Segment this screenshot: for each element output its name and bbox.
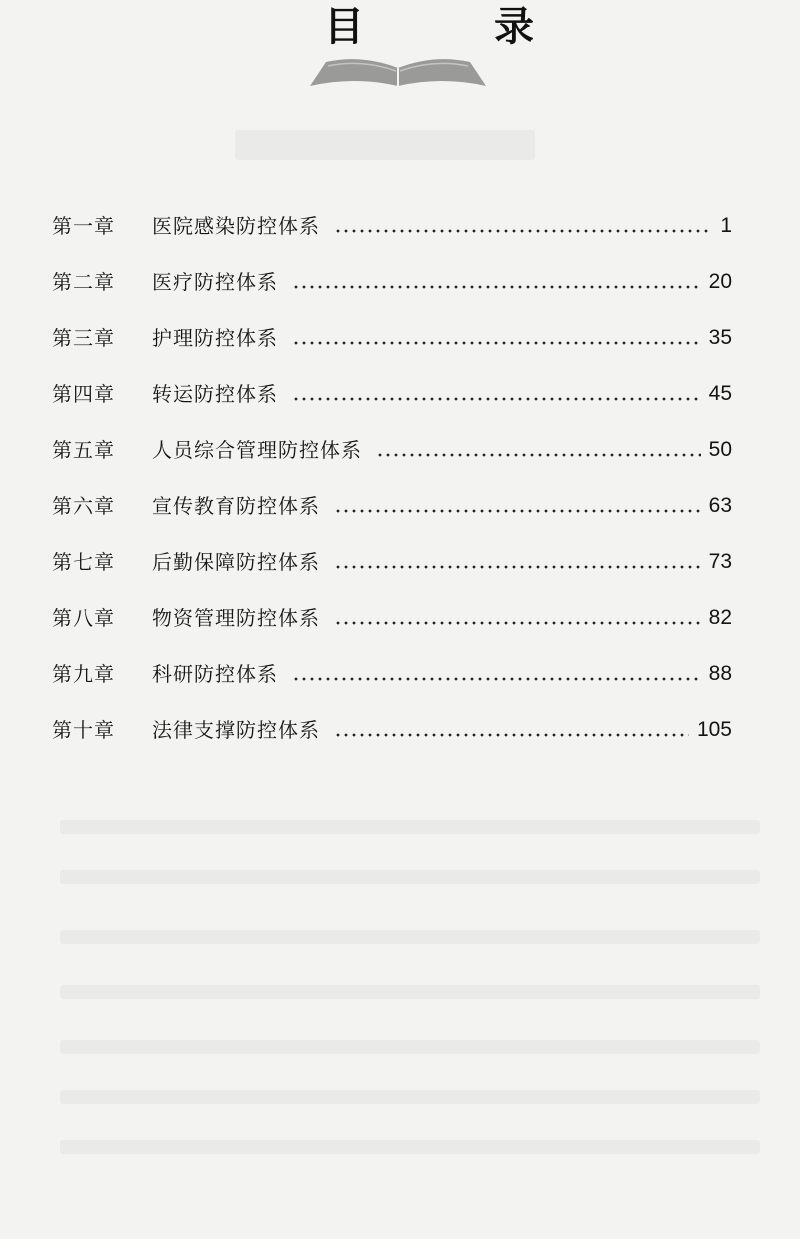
chapter-number: 第十章 [52, 718, 115, 742]
page-number: 88 [708, 662, 732, 685]
toc-entry[interactable] [52, 544, 732, 580]
chapter-title: 医疗防控体系 [152, 270, 278, 294]
page-number: 1 [720, 214, 732, 237]
bleed-through-line [60, 1040, 760, 1054]
chapter-number: 第七章 [52, 550, 115, 574]
dot-leader [334, 509, 701, 513]
bleed-through-line [60, 930, 760, 944]
dot-leader [292, 285, 701, 289]
page-number: 82 [708, 606, 732, 629]
page-title: 目 录 [324, 3, 592, 50]
open-book-icon [306, 56, 490, 90]
chapter-number: 第六章 [52, 494, 115, 518]
chapter-title: 宣传教育防控体系 [152, 494, 320, 518]
chapter-number: 第五章 [52, 438, 115, 462]
dot-leader [334, 565, 701, 569]
toc-entry[interactable] [52, 656, 732, 692]
chapter-number: 第三章 [52, 326, 115, 350]
page-number: 73 [708, 550, 732, 573]
page-number: 45 [708, 382, 732, 405]
chapter-title: 科研防控体系 [152, 662, 278, 686]
page-number: 20 [708, 270, 732, 293]
bleed-through-line [60, 870, 760, 884]
chapter-number: 第二章 [52, 270, 115, 294]
toc-entry[interactable] [52, 432, 732, 468]
chapter-title: 转运防控体系 [152, 382, 278, 406]
page-number: 105 [696, 718, 732, 741]
dot-leader [334, 229, 712, 233]
toc-entry[interactable] [52, 600, 732, 636]
dot-leader [376, 453, 701, 457]
dot-leader [292, 677, 701, 681]
chapter-number: 第四章 [52, 382, 115, 406]
bleed-through-line [60, 1090, 760, 1104]
chapter-title: 法律支撑防控体系 [152, 718, 320, 742]
chapter-number: 第九章 [52, 662, 115, 686]
dot-leader [292, 341, 701, 345]
chapter-title: 物资管理防控体系 [152, 606, 320, 630]
bleed-through-line [60, 820, 760, 834]
dot-leader [334, 621, 701, 625]
chapter-title: 后勤保障防控体系 [152, 550, 320, 574]
bleed-through-line [60, 985, 760, 999]
toc-entry[interactable] [52, 320, 732, 356]
toc-entry[interactable] [52, 488, 732, 524]
chapter-title: 人员综合管理防控体系 [152, 438, 362, 462]
chapter-title: 护理防控体系 [152, 326, 278, 350]
toc-entry[interactable] [52, 376, 732, 412]
chapter-number: 第八章 [52, 606, 115, 630]
page-number: 35 [708, 326, 732, 349]
toc-entry[interactable] [52, 264, 732, 300]
bleed-through-line [60, 1140, 760, 1154]
toc-entry[interactable] [52, 712, 732, 748]
bleed-through-heading [235, 130, 535, 160]
dot-leader [334, 733, 689, 737]
chapter-title: 医院感染防控体系 [152, 214, 320, 238]
dot-leader [292, 397, 701, 401]
page-number: 50 [708, 438, 732, 461]
chapter-number: 第一章 [52, 214, 115, 238]
page-number: 63 [708, 494, 732, 517]
toc-entry[interactable] [52, 208, 732, 244]
